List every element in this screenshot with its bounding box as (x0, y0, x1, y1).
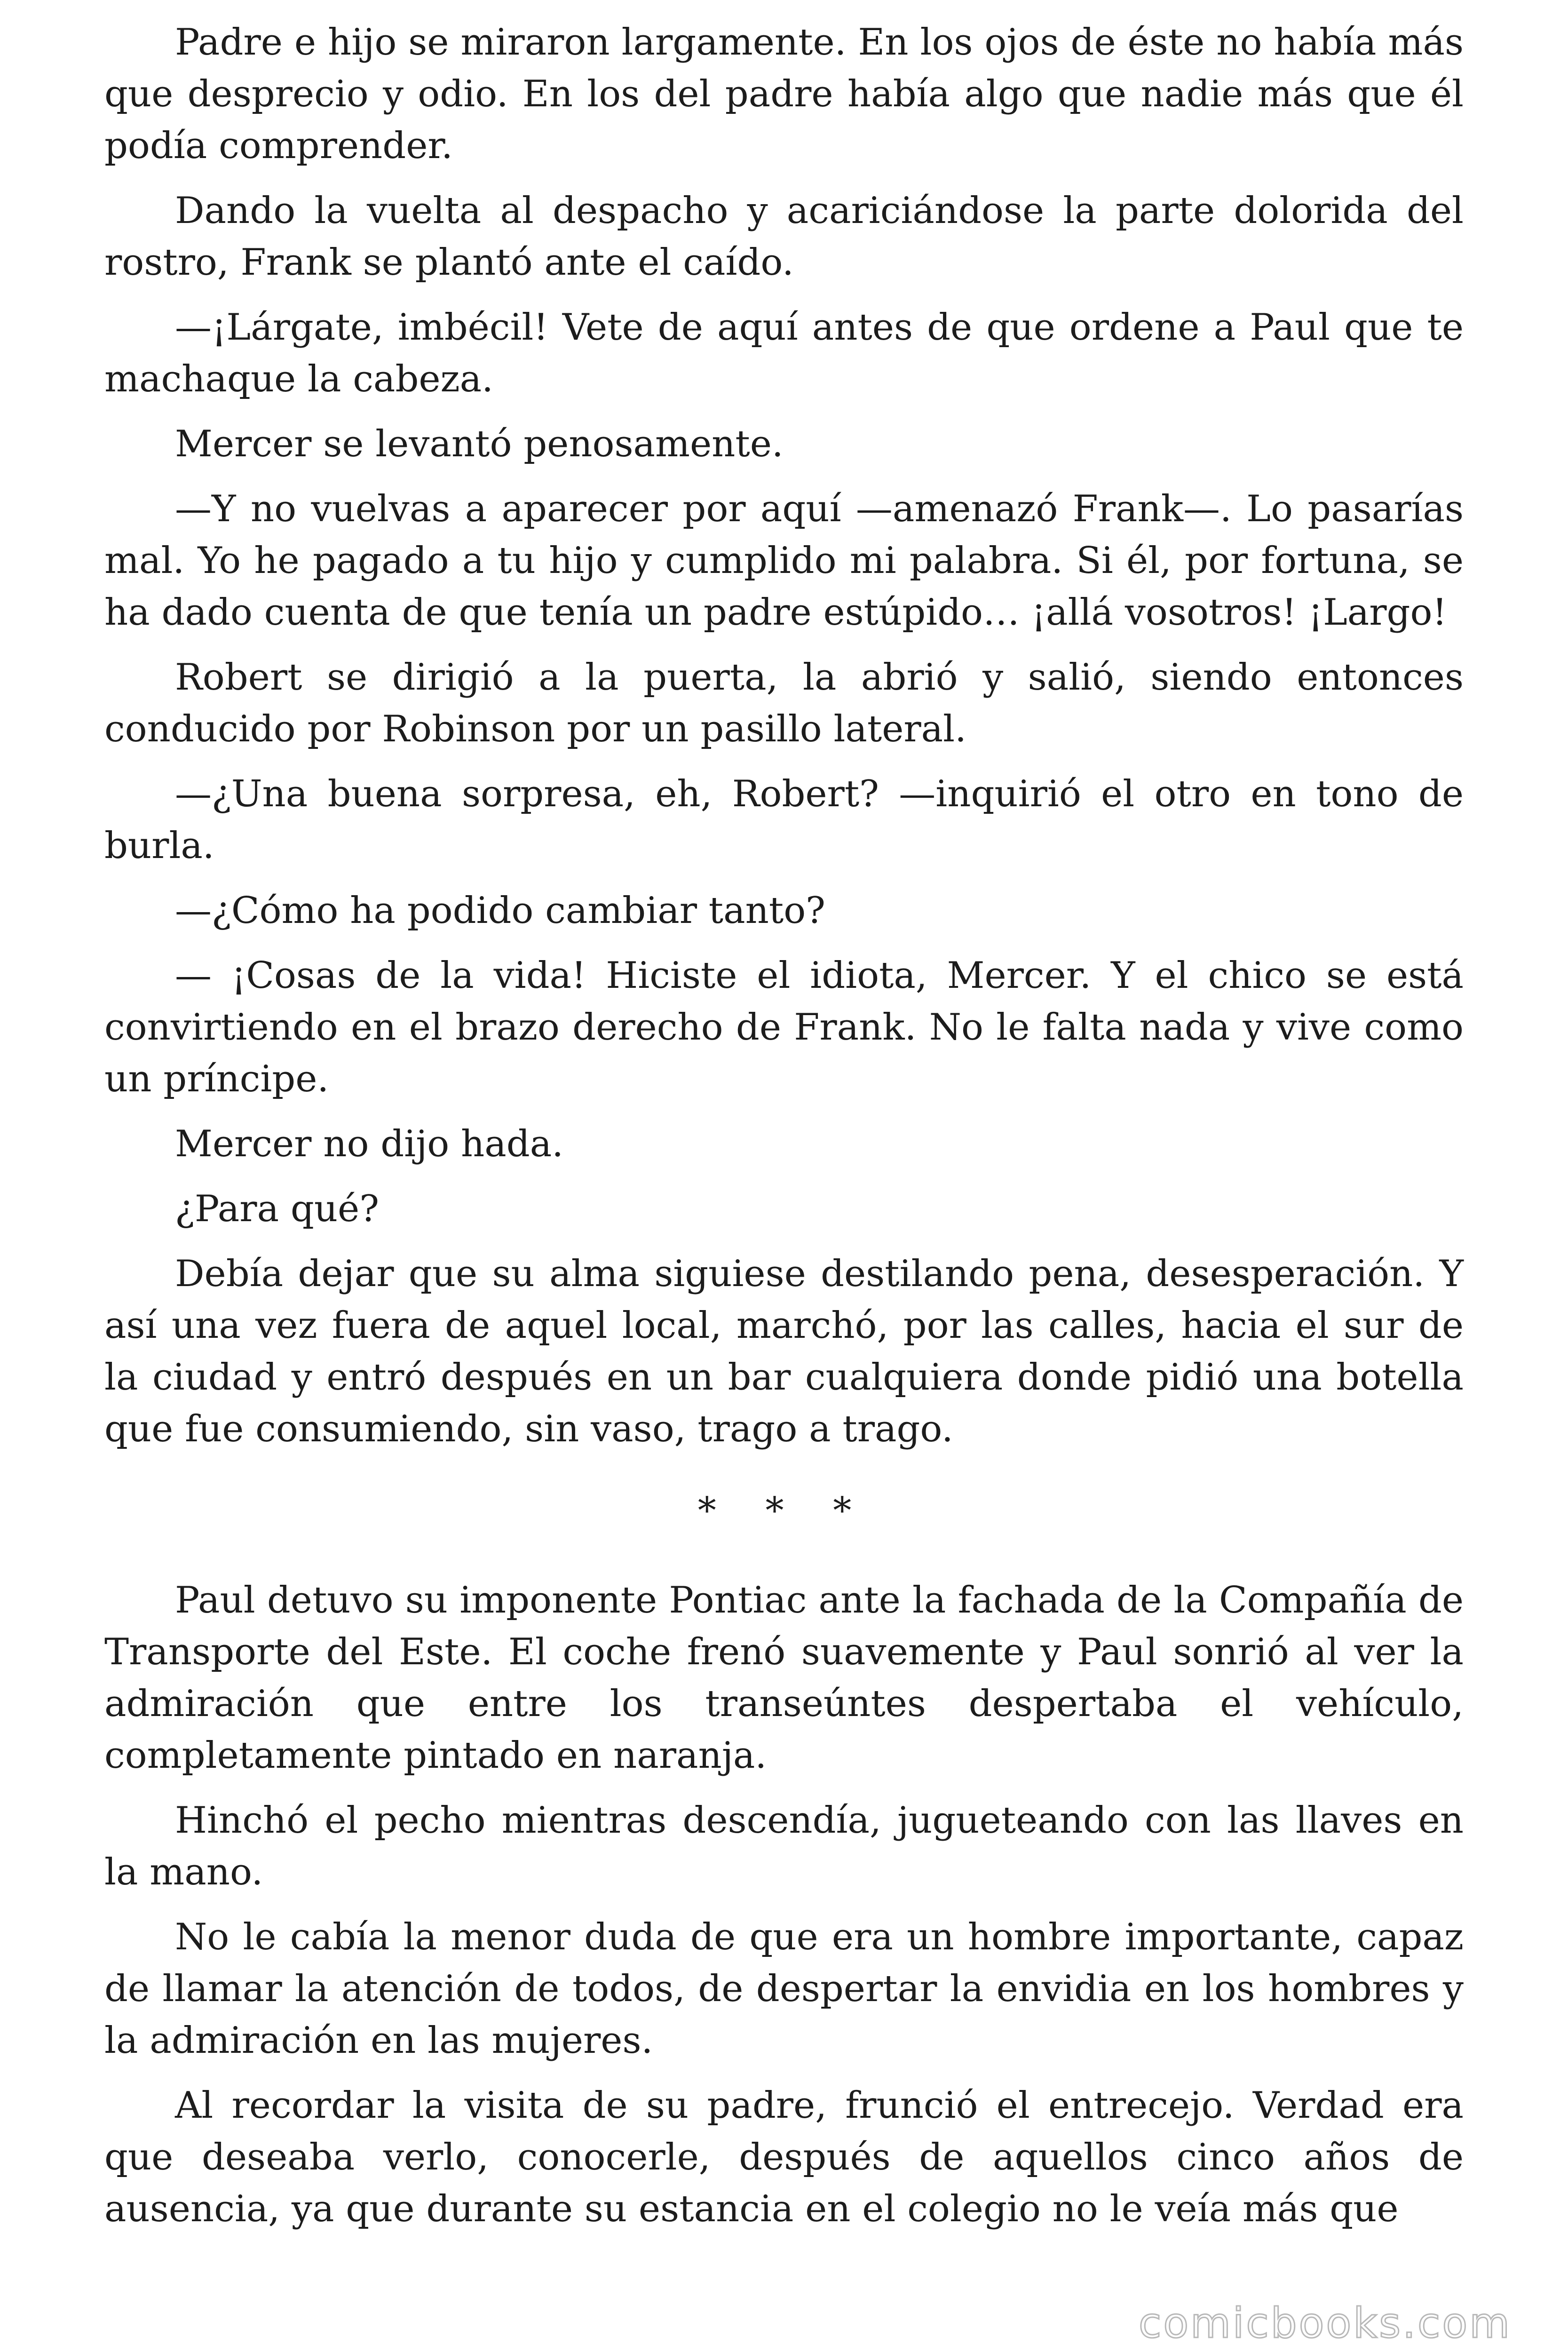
paragraph: Mercer no dijo hada. (175, 1123, 564, 1165)
watermark: comicbooks.com (1138, 2299, 1512, 2347)
paragraph: Robert se dirigió a la puerta, la abrió y salió, siendo entonces conducido por Robinson por un pasillo lateral. (104, 656, 1464, 750)
paragraph: — ¡Cosas de la vida! Hiciste el idiota, Mercer. Y el chico se está convirtiendo en el brazo derecho de Frank. No le falta nada y vive como un príncipe. (104, 954, 1464, 1100)
book-page (104, 16, 1464, 2248)
paragraph: Mercer se levantó penosamente. (175, 423, 784, 465)
paragraph: Hinchó el pecho mientras descendía, jugueteando con las llaves en la mano. (104, 1799, 1464, 1893)
paragraph: Padre e hijo se miraron largamente. En los ojos de éste no había más que desprecio y odio. En los del padre había algo que nadie más que él podía comprender. (104, 21, 1464, 167)
paragraph: Paul detuvo su imponente Pontiac ante la fachada de la Compañía de Transporte del Este. El coche frenó suavemente y Paul sonrió al ver la admiración que entre los transeúntes despertaba el vehículo, completamente pintado en naranja. (104, 1579, 1464, 1777)
paragraph: Al recordar la visita de su padre, frunció el entrecejo. Verdad era que deseaba verlo, conocerle, después de aquellos cinco años de ausencia, ya que durante su estancia en el colegio no le veía más que (104, 2084, 1464, 2230)
paragraph: —¿Cómo ha podido cambiar tanto? (175, 890, 825, 932)
paragraph: —Y no vuelvas a aparecer por aquí —amenazó Frank—. Lo pasarías mal. Yo he pagado a tu hijo y cumplido mi palabra. Si él, por fortuna, se ha dado cuenta de que tenía un padre estúpido… ¡allá vosotros! ¡Largo! (104, 488, 1464, 634)
paragraph: Dando la vuelta al despacho y acariciándose la parte dolorida del rostro, Frank se plantó ante el caído. (104, 190, 1464, 284)
paragraph: Debía dejar que su alma siguiese destilando pena, desesperación. Y así una vez fuera de aquel local, marchó, por las calles, hacia el sur de la ciudad y entró después en un bar cualquiera donde pidió una botella que fue consumiendo, sin vaso, trago a trago. (104, 1253, 1464, 1450)
paragraph: —¡Lárgate, imbécil! Vete de aquí antes de que ordene a Paul que te machaque la cabeza. (104, 306, 1464, 400)
section-separator: * * * (697, 1490, 871, 1532)
paragraph: —¿Una buena sorpresa, eh, Robert? —inquirió el otro en tono de burla. (104, 773, 1464, 867)
paragraph: No le cabía la menor duda de que era un hombre importante, capaz de llamar la atención de todos, de despertar la envidia en los hombres y la admiración en las mujeres. (104, 1916, 1464, 2062)
paragraph: ¿Para qué? (175, 1188, 380, 1230)
